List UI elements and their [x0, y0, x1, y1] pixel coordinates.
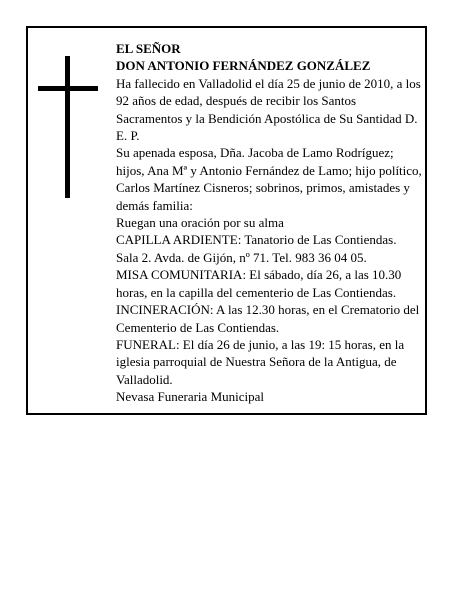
cross-icon	[38, 56, 98, 198]
chapel-info: CAPILLA ARDIENTE: Tanatorio de Las Contiendas. Sala 2. Avda. de Gijón, nº 71. Tel. 983 36 04 05.	[116, 232, 397, 265]
notice-title: EL SEÑOR	[116, 41, 181, 56]
funeral-info: FUNERAL: El día 26 de junio, a las 19: 15 horas, en la iglesia parroquial de Nuestra Señora de la Antigua, de Valladolid.	[116, 336, 405, 387]
funeral-home: Nevasa Funeraria Municipal	[116, 389, 265, 405]
cross-horizontal-bar	[38, 86, 98, 91]
family-list: Su apenada esposa, Dña. Jacoba de Lamo Rodríguez; hijos, Ana Mª y Antonio Fernández de Lamo; hijo político, Carlos Martínez Cisneros; sobrinos, primos, amistades y demás familia:	[116, 145, 422, 213]
mass-info: MISA COMUNITARIA: El sábado, día 26, a las 10.30 horas, en la capilla del cementerio de Las Contiendas.	[116, 267, 402, 300]
cremation-info: INCINERACIÓN: A las 12.30 horas, en el Crematorio del Cementerio de Las Contiendas.	[116, 302, 420, 335]
obituary-notice	[26, 26, 427, 415]
deceased-name: DON ANTONIO FERNÁNDEZ GONZÁLEZ	[116, 58, 371, 74]
death-announcement: Ha fallecido en Valladolid el día 25 de junio de 2010, a los 92 años de edad, después de recibir los Santos Sacramentos y la Bendición Apostólica de Su Santidad D. E. P.	[116, 75, 421, 144]
prayer-request: Ruegan una oración por su alma	[116, 215, 284, 231]
notice-text	[116, 40, 422, 406]
cross-vertical-bar	[65, 56, 70, 198]
